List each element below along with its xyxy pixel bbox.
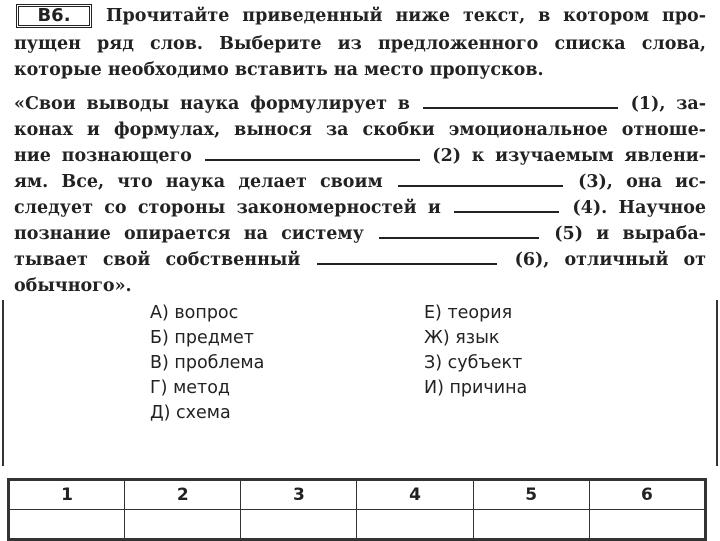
blank-5 xyxy=(379,223,539,239)
blank-6 xyxy=(317,249,497,265)
passage-text: (5) и выраба- xyxy=(554,224,706,244)
answer-cell-3[interactable] xyxy=(241,510,357,540)
option-a: А) вопрос xyxy=(150,303,239,323)
answer-cell-1[interactable] xyxy=(9,510,125,540)
option-e: Е) теория xyxy=(424,303,513,323)
passage-text: (6), отличный от xyxy=(514,250,707,270)
passage-text: ние познающего xyxy=(14,146,192,166)
passage-text: (1), за- xyxy=(630,94,707,114)
passage-line-2: конах и формулах, вынося за скобки эмоциональное отноше- xyxy=(14,120,706,140)
passage-line-8: обычного». xyxy=(14,276,132,296)
option-zh: Ж) язык xyxy=(424,328,500,348)
passage-line-4 xyxy=(14,171,706,193)
passage-line-7 xyxy=(14,249,706,271)
answer-header-3: 3 xyxy=(241,480,357,510)
answer-table-header-row xyxy=(9,480,706,510)
answer-header-1: 1 xyxy=(9,480,125,510)
answer-header-5: 5 xyxy=(473,480,589,510)
blank-2 xyxy=(205,145,420,161)
blank-4 xyxy=(454,197,559,213)
passage-text: ям. Все, что наука делает своим xyxy=(14,172,383,192)
passage-text: (4). Научное xyxy=(572,198,707,218)
answer-header-2: 2 xyxy=(125,480,241,510)
blank-3 xyxy=(398,171,563,187)
option-v: В) проблема xyxy=(150,353,265,373)
task-number-box: B6. xyxy=(16,4,92,28)
right-margin-line xyxy=(716,300,718,466)
option-d: Д) схема xyxy=(150,403,231,423)
options-left-column xyxy=(150,301,264,426)
answer-header-4: 4 xyxy=(357,480,473,510)
passage-text: следует со стороны закономерностей и xyxy=(14,198,441,218)
passage-text: (2) к изучаемым явлени- xyxy=(432,146,707,166)
option-g: Г) метод xyxy=(150,378,231,398)
answer-cell-4[interactable] xyxy=(357,510,473,540)
passage-text: познание опирается на систему xyxy=(14,224,364,244)
answer-table xyxy=(7,478,707,541)
left-margin-line xyxy=(2,300,4,466)
task-intro-line-2: пущен ряд слов. Выберите из предложенного списка слова, xyxy=(14,34,706,54)
passage-line-1 xyxy=(14,93,706,115)
options-right-column xyxy=(424,301,527,401)
answer-cell-5[interactable] xyxy=(473,510,589,540)
answer-header-6: 6 xyxy=(589,480,705,510)
answer-cell-2[interactable] xyxy=(125,510,241,540)
task-intro-line-1: Прочитайте приведенный ниже текст, в котором про- xyxy=(106,6,706,26)
passage-line-3 xyxy=(14,145,706,167)
option-b: Б) предмет xyxy=(150,328,254,348)
option-i: И) причина xyxy=(424,378,528,398)
passage-line-5 xyxy=(14,197,706,219)
passage-text: (3), она ис- xyxy=(578,172,707,192)
option-z: З) субъект xyxy=(424,353,523,373)
passage-text: тывает свой собственный xyxy=(14,250,301,270)
passage-line-6 xyxy=(14,223,706,245)
answer-cell-6[interactable] xyxy=(589,510,705,540)
blank-1 xyxy=(423,93,618,109)
passage-text: «Свои выводы наука формулирует в xyxy=(14,94,410,114)
task-intro-line-3: которые необходимо вставить на место пропусков. xyxy=(14,60,544,80)
answer-table-input-row xyxy=(9,510,706,540)
